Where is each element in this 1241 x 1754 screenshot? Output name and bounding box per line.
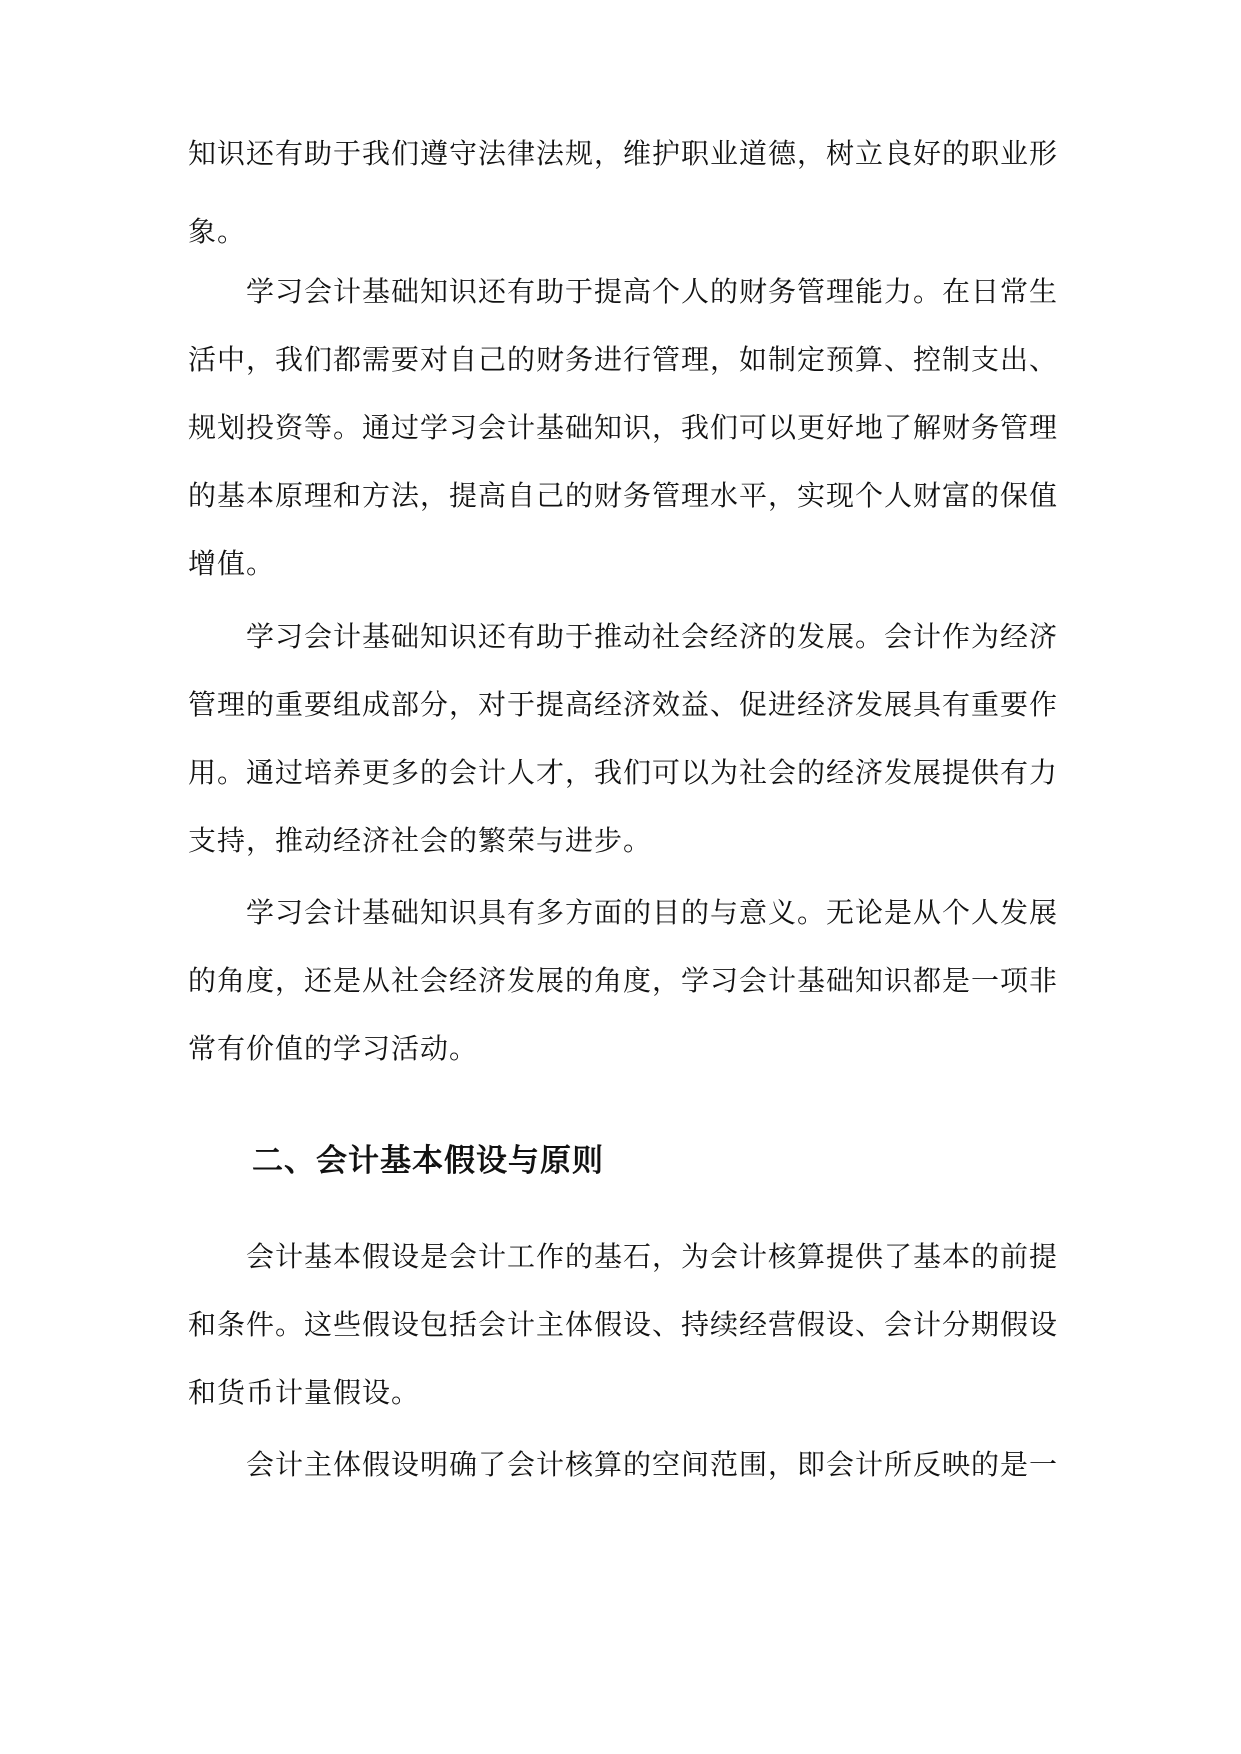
paragraph-line: 和货币计量假设。 [188, 1376, 421, 1409]
paragraph-line: 会计基本假设是会计工作的基石，为会计核算提供了基本的前提 [246, 1240, 1059, 1273]
paragraph-line: 常有价值的学习活动。 [188, 1032, 479, 1065]
paragraph-line: 用。通过培养更多的会计人才，我们可以为社会的经济发展提供有力 [188, 756, 1059, 789]
paragraph-line: 的角度，还是从社会经济发展的角度，学习会计基础知识都是一项非 [188, 964, 1059, 997]
paragraph-line: 管理的重要组成部分，对于提高经济效益、促进经济发展具有重要作 [188, 688, 1059, 721]
paragraph-line: 学习会计基础知识具有多方面的目的与意义。无论是从个人发展 [246, 896, 1059, 929]
paragraph-line: 学习会计基础知识还有助于提高个人的财务管理能力。在日常生 [246, 275, 1059, 308]
paragraph-line: 支持，推动经济社会的繁荣与进步。 [188, 824, 653, 857]
body-text-p2 [188, 253, 1068, 603]
paragraph-line: 象。 [188, 215, 247, 248]
paragraph-line: 知识还有助于我们遵守法律法规，维护职业道德，树立良好的职业形 [188, 137, 1059, 170]
body-text-p3 [188, 598, 1068, 880]
paragraph-line: 会计主体假设明确了会计核算的空间范围，即会计所反映的是一 [246, 1448, 1059, 1481]
paragraph-line: 增值。 [188, 547, 276, 580]
body-text-p5 [188, 1218, 1068, 1432]
paragraph-line: 学习会计基础知识还有助于推动社会经济的发展。会计作为经济 [246, 620, 1059, 653]
body-text-p6 [188, 1426, 1068, 1504]
paragraph-line: 和条件。这些假设包括会计主体假设、持续经营假设、会计分期假设 [188, 1308, 1059, 1341]
section-heading: 二、会计基本假设与原则 [252, 1143, 604, 1179]
paragraph-line: 规划投资等。通过学习会计基础知识，我们可以更好地了解财务管理 [188, 411, 1059, 444]
body-text-p4 [188, 874, 1068, 1088]
body-text-top [188, 115, 1068, 271]
paragraph-line: 活中，我们都需要对自己的财务进行管理，如制定预算、控制支出、 [188, 343, 1059, 376]
paragraph-line: 的基本原理和方法，提高自己的财务管理水平，实现个人财富的保值 [188, 479, 1059, 512]
